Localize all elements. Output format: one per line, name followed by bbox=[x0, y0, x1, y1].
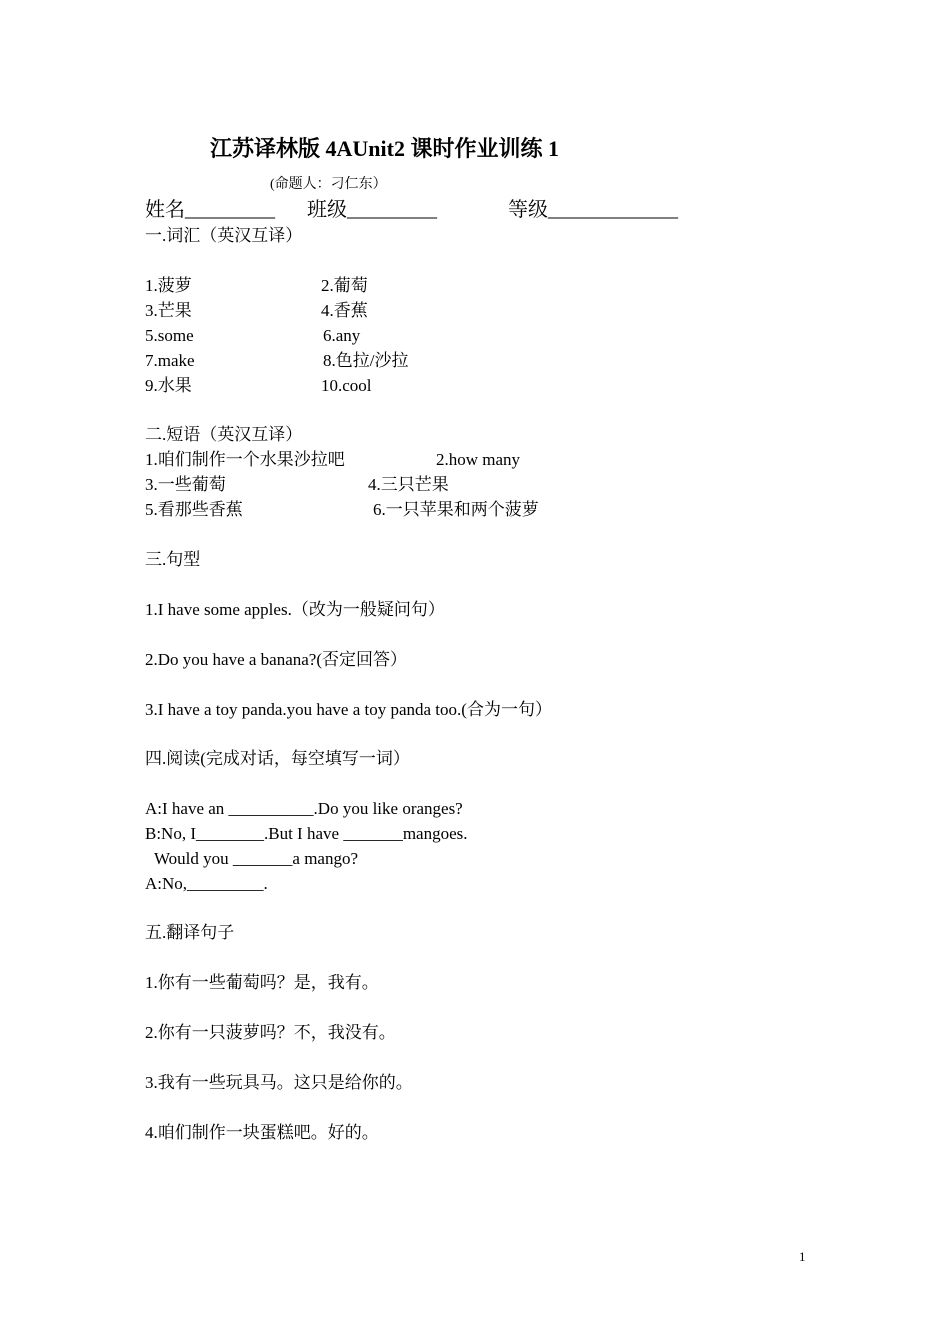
translate-item: 4.咱们制作一块蛋糕吧。好的。 bbox=[145, 1123, 379, 1142]
section-heading-phrases: 二.短语（英汉互译） bbox=[145, 425, 303, 444]
sentence-item: 1.I have some apples.（改为一般疑问句） bbox=[145, 600, 445, 619]
vocab-item: 4.香蕉 bbox=[321, 301, 368, 320]
class-field: 班级_________ bbox=[307, 199, 437, 221]
vocab-item: 5.some bbox=[145, 326, 194, 345]
page-number: 1 bbox=[799, 1249, 806, 1264]
vocab-item: 3.芒果 bbox=[145, 301, 192, 320]
section-heading-sentences: 三.句型 bbox=[145, 550, 201, 569]
phrase-item: 6.一只苹果和两个菠萝 bbox=[373, 500, 539, 519]
section-heading-translate: 五.翻译句子 bbox=[145, 923, 235, 942]
translate-item: 3.我有一些玩具马。这只是给你的。 bbox=[145, 1073, 413, 1092]
vocab-item: 9.水果 bbox=[145, 376, 192, 395]
translate-item: 1.你有一些葡萄吗？是，我有。 bbox=[145, 973, 379, 992]
page-title: 江苏译林版 4AUnit2 课时作业训练 1 bbox=[210, 136, 559, 161]
vocab-item: 8.色拉/沙拉 bbox=[323, 351, 409, 370]
phrase-item: 5.看那些香蕉 bbox=[145, 500, 243, 519]
vocab-item: 2.葡萄 bbox=[321, 276, 368, 295]
sentence-item: 2.Do you have a banana?(否定回答） bbox=[145, 650, 408, 669]
phrase-item: 2.how many bbox=[436, 450, 521, 469]
grade-field: 等级_____________ bbox=[508, 199, 678, 221]
dialogue-line: B:No, I________.But I have _______mangoes. bbox=[145, 824, 468, 843]
dialogue-line: A:I have an __________.Do you like oranges? bbox=[145, 799, 463, 818]
vocab-item: 7.make bbox=[145, 351, 195, 370]
section-heading-vocab: 一.词汇（英汉互译） bbox=[145, 226, 303, 245]
sentence-item: 3.I have a toy panda.you have a toy panda too.(合为一句） bbox=[145, 700, 552, 719]
vocab-item: 6.any bbox=[323, 326, 361, 345]
author-line: (命题人：刁仁东） bbox=[270, 177, 387, 192]
dialogue-line: A:No,_________. bbox=[145, 874, 268, 893]
phrase-item: 3.一些葡萄 bbox=[145, 475, 226, 494]
phrase-item: 4.三只芒果 bbox=[368, 475, 449, 494]
vocab-item: 10.cool bbox=[321, 376, 372, 395]
dialogue-line: Would you _______a mango? bbox=[154, 849, 359, 868]
translate-item: 2.你有一只菠萝吗？不，我没有。 bbox=[145, 1023, 396, 1042]
name-field: 姓名_________ bbox=[145, 199, 275, 221]
vocab-item: 1.菠萝 bbox=[145, 276, 192, 295]
phrase-item: 1.咱们制作一个水果沙拉吧 bbox=[145, 450, 345, 469]
section-heading-reading: 四.阅读(完成对话，每空填写一词） bbox=[145, 749, 410, 768]
